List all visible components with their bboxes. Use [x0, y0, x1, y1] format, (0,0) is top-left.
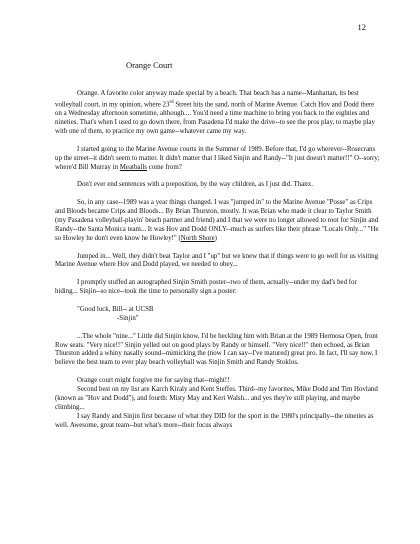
paragraph-4-text-b: )	[214, 234, 217, 242]
paragraph-2	[55, 146, 381, 173]
paragraph-9: Second best on my list are Karch Kiraly and Kent Steffes. Third--my favorites, Mike Dodd and Tim Hovland (known as "Hov and Dodd"), and fourth: Misty May and Keri Walsh... and yes they're still playing, and maybe climbing...	[55, 386, 378, 411]
paragraph-4	[55, 199, 381, 244]
paragraph-1-text-a: Orange. A favorite color anyway made special by a beach. That beach has a name--Manhattan, its best volleyball court, in my opinion, where 23	[55, 90, 359, 109]
poster-line-1: "Good luck, Bill-- at UCSB	[77, 305, 154, 313]
paragraph-5: Jumped in... Well, they didn't beat Taylor and I "up" but we knew that if things were to go well for us visiting Marine Avenue where Hov and Dodd played, we needed to obey...	[55, 252, 379, 269]
film-title-meatballs: Meatballs	[119, 163, 147, 171]
paragraph-2-text-a: I started going to the Marine Avenue courts in the Summer of 1989. Before that, I'd go wherever--Rosecrans up the street--it didn't seem to matter. It didn't matter that I liked Sinjin and Randy--"It just doesn't matter!!" O--sorry; where'd Bill Murray in	[55, 145, 380, 171]
paragraph-4-text-a: So, in any case--1989 was a year things changed. I was "jumped in" to the Marine Avenue "Posse" as Crips and Bloods became Crips and Bloods... By Brian Thurston, mostly. It was Brian who made it clear to Taylor Smith (my Pasadena volleyball-playin' beach partner and friend) and I that we were no longer allowed to root for Sinjin and Randy--the Santa Monica team... It was Hov and Dodd ONLY--much as surfers like their phrase "Locals Only..." "He so Howley he don't even know he Howley!" (	[55, 199, 379, 242]
paragraph-7: ...The whole "nine..." Little did Sinjin know, I'd be heckling him with Brian at the 1989 Hermosa Open, front Row seats. "Very nice!!" Sinjin yelled out on good plays by Randy or himself. "Very nice!!" then echoed, as Brian Thurston added a whiny nasally sound--mimicking the (now I can say--I've matured) great pro. In fact, I'll say now, I believe the best team to ever play beach volleyball was Sinjin Smith and Randy Stoklos.	[55, 332, 378, 367]
paragraph-2-text-b: come from?	[146, 163, 182, 171]
chapter-title: Orange Court	[126, 60, 173, 70]
paragraph-3: Don't ever end sentences with a preposition, by the way children, as I just did. Thanx.	[77, 181, 313, 189]
ordinal-suffix: rd	[169, 99, 174, 105]
poster-inscription	[77, 306, 381, 324]
paragraph-6: I promptly stuffed an autographed Sinjin Smith poster--two of them, actually--under my dad's bed for hiding... Sinjin--so nice--took the time to personally sign a poster:	[55, 279, 357, 296]
body-text	[55, 90, 381, 431]
poster-signature: -Sinjin"	[117, 314, 139, 322]
page-number: 12	[357, 22, 366, 32]
paragraph-10: I say Randy and Sinjin first because of what they DID for the sport in the 1980's principally--the nineties as well. Awesome, great team--but what's more--their focus always	[55, 412, 374, 429]
paragraph-1-text-b: Street hits the sand, north of Marine Avenue. Catch Hov and Dodd there on a Wednesday afternoon sometime, although.... You'd need a time machine to bring you back to the eighties and nineties. That's when I used to go down there, from Pasadena I'd make the drive--to see the pros play, to maybe play with one of them, to practice my own game--whatever came my way.	[55, 101, 375, 135]
film-title-north-shore: North Shore	[180, 234, 215, 242]
paragraph-1	[55, 90, 381, 137]
paragraph-8: Orange court might forgive me for saying that--might!!	[77, 377, 230, 385]
